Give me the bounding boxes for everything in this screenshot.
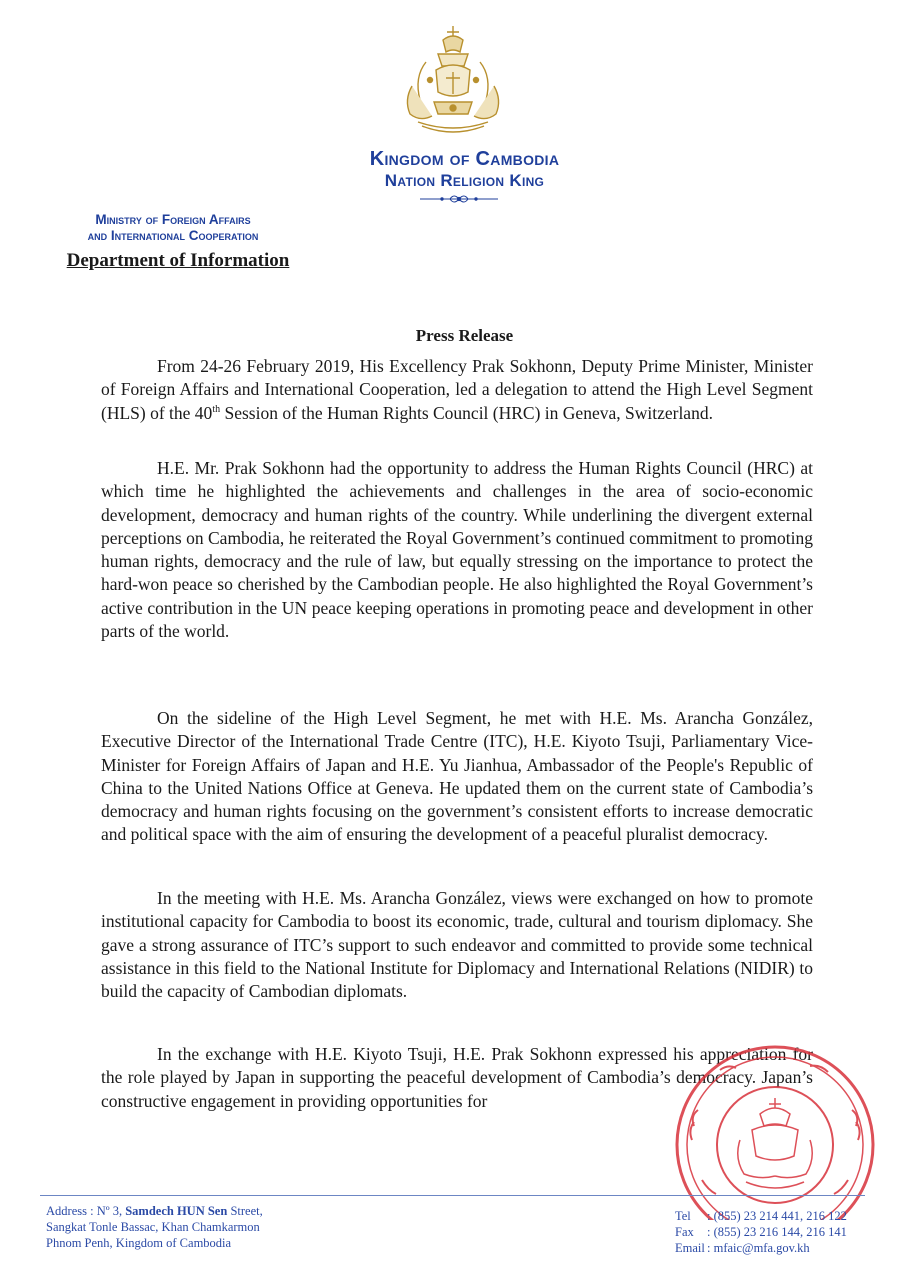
tel-value: : (855) 23 214 441, 216 122	[707, 1209, 847, 1223]
fax-line	[675, 1224, 847, 1240]
address-line-2: Sangkat Tonle Bassac, Khan Chamkarmon	[46, 1220, 260, 1234]
footer-divider	[40, 1195, 865, 1196]
ministry-name-line1: Ministry of Foreign Affairs	[95, 212, 251, 227]
tel-line	[675, 1208, 847, 1224]
press-release-title: Press Release	[415, 326, 514, 345]
department-name: Department of Information	[66, 250, 290, 271]
fax-label: Fax	[675, 1225, 694, 1239]
email-line	[675, 1240, 847, 1256]
paragraph-4: In the meeting with H.E. Ms. Arancha González, views were exchanged on how to promote institutional capacity for Cambodia to boost its economic, trade, cultural and tourism diplomacy. She gave a strong assurance of ITC’s support to such endeavor and committed to provide some technical assistance in this field to the National Institute for Diplomacy and International Relations (NIDIR) to build the capacity of Cambodian diplomats.	[101, 888, 813, 1002]
royal-emblem-icon	[398, 22, 508, 140]
address-prefix: Address : Nº 3,	[46, 1204, 126, 1218]
address-street: Samdech HUN Sen	[125, 1204, 228, 1218]
email-label: Email	[675, 1241, 705, 1255]
footer-address	[46, 1203, 263, 1251]
ornament-divider-icon	[418, 192, 500, 206]
paragraph-1-text-b: Session of the Human Rights Council (HRC) in Geneva, Switzerland.	[220, 402, 713, 423]
paragraph-2: H.E. Mr. Prak Sokhonn had the opportunity to address the Human Rights Council (HRC) at which time he highlighted the achievements and challenges in the area of socio-economic development, democracy and human rights of the country. While underlining the divergent external perceptions on Cambodia, he reiterated the Royal Government’s continued commitment to promoting human rights, democracy and the rule of law, but equally stressing on the importance to protect the hard-won peace so cherished by the Cambodian people. He also highlighted the Royal Government’s active contribution in the UN peace keeping operations in promoting peace and development in other parts of the world.	[101, 458, 813, 642]
paragraph-1	[101, 355, 813, 425]
footer-contact	[675, 1208, 847, 1256]
address-line-3: Phnom Penh, Kingdom of Cambodia	[46, 1236, 232, 1250]
kingdom-title: Kingdom of Cambodia	[369, 148, 560, 170]
ordinal-suffix: th	[212, 403, 221, 415]
paragraph-1-text-a: From 24-26 February 2019, His Excellency Prak Sokhonn, Deputy Prime Minister, Minister of Foreign Affairs and International Cooperation, led a delegation to attend the High Level Segment (HLS) of the 40	[101, 356, 813, 423]
address-suffix: Street,	[227, 1204, 263, 1218]
ministry-name-line2: and International Cooperation	[87, 228, 259, 243]
official-seal-icon	[660, 1030, 875, 1220]
tel-label: Tel	[675, 1209, 691, 1223]
paragraph-5: In the exchange with H.E. Kiyoto Tsuji, H.E. Prak Sokhonn expressed his appreciation for the role played by Japan in supporting the peaceful development of Cambodia’s democracy. Japan’s constructive engagement in providing opportunities for	[101, 1044, 813, 1111]
national-motto: Nation Religion King	[384, 171, 545, 190]
address-line-1	[46, 1203, 263, 1219]
paragraph-3: On the sideline of the High Level Segment, he met with H.E. Ms. Arancha González, Executive Director of the International Trade Centre (ITC), H.E. Kiyoto Tsuji, Parliamentary Vice-Minister for Foreign Affairs of Japan and H.E. Yu Jianhua, Ambassador of the People's Republic of China to the United Nations Office at Geneva. He updated them on the current state of Cambodia’s democracy and human rights focusing on the government’s consistent efforts to increase democratic and political space with the aim of ensuring the development of a peaceful pluralist democracy.	[101, 708, 813, 845]
fax-value: : (855) 23 216 144, 216 141	[707, 1225, 847, 1239]
email-value: : mfaic@mfa.gov.kh	[707, 1241, 810, 1255]
